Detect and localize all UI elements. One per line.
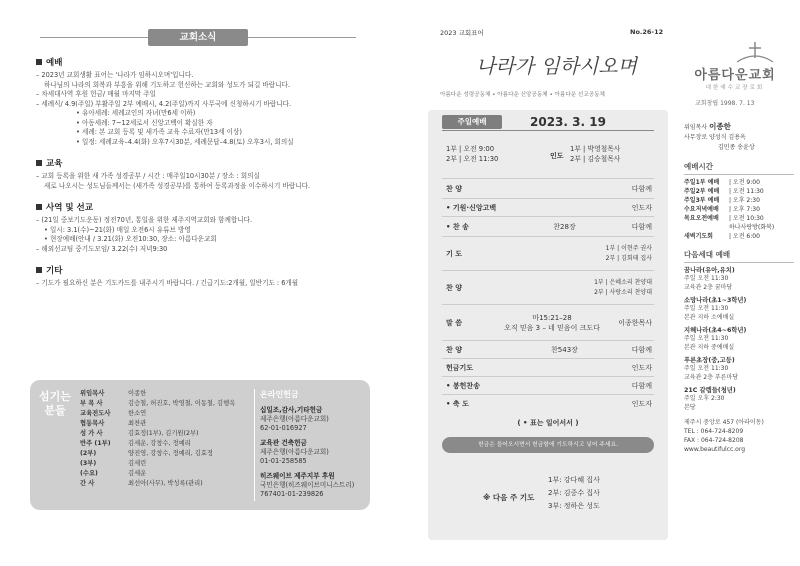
section-heading-text: 사역 및 선교	[46, 203, 93, 213]
staff-role: 반주 (1부)	[80, 440, 111, 447]
schedule-row	[684, 178, 794, 187]
order-role: 다함께	[631, 185, 652, 193]
service-time-1: 1부 | 오전 9:00	[446, 145, 495, 153]
contact-info	[684, 418, 794, 454]
next-gen-head: 다음세대 예배	[684, 249, 794, 263]
order-row	[442, 216, 654, 236]
schedule-time: | 오전 10:30	[729, 215, 764, 222]
office-line-2: 김민종 송윤상	[718, 144, 755, 151]
group-line: 주일 오전 11:30	[684, 365, 729, 372]
schedule-row	[684, 232, 794, 241]
news-line: • 세례: 본 교회 등록 및 새가족 교육 수료자(만13세 이상)	[76, 128, 242, 136]
order-item: 말 씀	[446, 319, 462, 327]
order-sermon	[502, 313, 602, 333]
group-name: 21C 갈렙들(청년)	[684, 387, 736, 394]
group-line: 교육관 2층 꿈마당	[684, 283, 733, 291]
order-item: 기 도	[446, 250, 462, 258]
account-heading: 히즈웨이브 제주지부 후원	[260, 472, 335, 480]
next-prayer-label: ※ 다음 주 기도	[483, 493, 535, 502]
contact-line: FAX : 064-724-8208	[684, 437, 744, 444]
pastor-name: 이종한	[709, 122, 731, 131]
order-role: 인도자	[631, 364, 652, 372]
account-line: 62-01-016927	[260, 424, 307, 432]
order-item: • 봉헌찬송	[446, 382, 480, 390]
pastor-line	[684, 122, 794, 133]
leader-2: 2부 | 김승철목사	[570, 155, 621, 163]
order-row	[442, 376, 654, 394]
news-line: – 2023년 교회생활 표어는 '나라가 임하시오며'입니다.	[36, 71, 194, 79]
staff-row	[80, 389, 254, 399]
staff-names: 한소연	[128, 410, 147, 417]
group-line: 주일 오전 11:30	[684, 335, 729, 342]
order-of-service	[442, 178, 654, 428]
staff-names: 김세린	[128, 460, 147, 467]
issue-number: No.26-12	[630, 28, 664, 36]
order-roles	[606, 244, 652, 264]
founded-date: 교회창립 1998. 7. 13	[695, 100, 755, 107]
schedule-list	[684, 178, 794, 241]
schedule-row	[684, 223, 794, 232]
stand-note: ( • 표는 일어서서 )	[517, 419, 579, 427]
next-prayer-2: 2부: 김중수 집사	[548, 489, 600, 497]
account-heading: 교육관 건축헌금	[260, 439, 307, 447]
section-heading-text: 예배	[46, 58, 63, 68]
next-gen-group	[684, 356, 794, 382]
section-heading	[36, 157, 378, 169]
order-row	[442, 394, 654, 412]
account	[260, 472, 365, 499]
staff-role: (3부)	[80, 460, 97, 467]
order-item: • 찬 송	[446, 223, 469, 231]
order-role: 인도자	[631, 400, 652, 408]
schedule-time: | 오후 7:30	[729, 206, 760, 213]
schedule-time: 하나사랑방(화북)	[729, 224, 775, 231]
account-line: 01-01-258585	[260, 457, 307, 465]
section-heading-text: 교육	[46, 159, 63, 169]
theme-text: 나라가 임하시오며	[476, 54, 637, 78]
staff-names: 이종한	[128, 390, 147, 397]
schedule-time: | 오후 2:30	[729, 197, 760, 204]
news-section	[36, 56, 378, 147]
square-bullet-icon	[36, 204, 42, 210]
cross-icon	[735, 40, 775, 64]
news-line: – (21일 중보기도운동) 정전70년, 통일을 위한 제주지역교회와 함께합니다.	[36, 216, 253, 224]
bulletin-label: 2023 교회표어	[440, 29, 484, 37]
group-name: 소망나라(초1~3학년)	[684, 297, 747, 304]
staff-names: 최선아(사무), 박성록(관리)	[128, 480, 203, 487]
schedule-name: 주일3부 예배	[684, 197, 720, 204]
schedule-row	[684, 187, 794, 196]
order-item: • 기원·신앙고백	[446, 204, 497, 212]
online-title: 온라인헌금	[260, 390, 299, 399]
order-detail: 찬28장	[553, 223, 576, 231]
square-bullet-icon	[36, 59, 42, 65]
staff-row	[80, 479, 254, 489]
section-heading	[36, 264, 378, 276]
schedule-name: 새벽기도회	[684, 233, 713, 240]
order-roles	[594, 278, 652, 298]
next-gen-group	[684, 386, 794, 412]
staff-names: 양진영, 강창수, 정예리, 김효정	[128, 450, 214, 457]
order-role-line: 2부 | 사랑소리 찬양대	[594, 289, 652, 296]
schedule-name: 목요오전예배	[684, 215, 719, 222]
schedule-head: 예배시간	[684, 161, 794, 175]
group-line: 본당	[684, 403, 696, 411]
order-role-line: 1부 | 은혜소리 찬양대	[594, 279, 652, 286]
pastor-role: 위임목사	[684, 124, 708, 131]
account-heading: 십일조,감사,기타헌금	[260, 406, 323, 414]
next-prayer-1: 1부: 강다혜 집사	[548, 476, 600, 484]
staff-row	[80, 419, 254, 429]
account-line: 제주은행(아름다운교회)	[260, 415, 329, 423]
account	[260, 439, 365, 466]
square-bullet-icon	[36, 267, 42, 273]
news-line: 하나님의 나라의 회복과 부흥을 위해 기도하고 헌신하는 교회와 성도가 되길 바랍니다.	[44, 80, 290, 89]
sermon-line: 마15:21–28	[532, 314, 572, 322]
staff-names: 김승철, 허진호, 박영철, 이동철, 김행옥	[128, 400, 236, 407]
group-line: 주일 오후 2:30	[684, 395, 725, 402]
staff-tag-line1: 섬기는	[39, 390, 71, 403]
account-line: 제주은행(아름다운교회)	[260, 448, 329, 456]
order-role: 이종한목사	[618, 319, 652, 327]
news-line: – 기도가 필요하신 분은 기도카드를 내주시기 바랍니다. / 긴급기도:2개월, 일반기도 : 6개월	[36, 279, 299, 287]
sermon-line: 오직 믿음 3 – 네 믿음이 크도다	[504, 324, 600, 332]
next-gen-group	[684, 266, 794, 292]
news-line: – 차세대사역 후원 헌금/ 매월 마지막 주일	[36, 90, 157, 98]
staff-names: 김세운, 강창수, 정예리	[128, 440, 191, 447]
offering-banner: 헌금은 들어오시면서 헌금함에 기도하시고 넣어 주세요.	[442, 437, 654, 453]
news-line: • 일정: 세례교육–4.4(화) 오후7시30분, 세례문답–4.8(토) 오후3시, 회의실	[76, 137, 294, 146]
order-row	[442, 340, 654, 358]
subtitle: 아름다운 성령공동체 • 아름다운 신앙공동체 • 아름다운 선교공동체	[440, 92, 605, 98]
staff-role: 성 가 사	[80, 430, 103, 437]
leader-1: 1부 | 박영철목사	[570, 145, 621, 153]
next-gen-group	[684, 296, 794, 322]
contact-line: www.beautifulcc.org	[684, 446, 746, 453]
section-heading	[36, 201, 378, 213]
church-name: 아름다운교회	[694, 68, 776, 83]
order-row	[442, 270, 654, 304]
group-line: 주일 오전 11:30	[684, 275, 729, 282]
group-line: 주일 오전 11:30	[684, 305, 729, 312]
schedule-time: | 오전 9:00	[729, 179, 760, 186]
news-line: • 일시: 3.1(수)~21(화) 매일 오전6시 유튜브 방영	[44, 225, 191, 234]
staff-role: (2부)	[80, 450, 97, 457]
theme-calligraphy	[470, 46, 650, 86]
group-line: 본관 지하 소예배실	[684, 313, 735, 321]
order-row	[442, 198, 654, 216]
staff-role: 부 목 사	[80, 400, 103, 407]
office-role: 사무장로	[684, 134, 708, 141]
order-role: 다함께	[631, 223, 652, 231]
staff-role: 간 사	[80, 480, 95, 487]
schedule-name: 주일2부 예배	[684, 188, 720, 195]
schedule-row	[684, 196, 794, 205]
order-row	[442, 358, 654, 376]
leader-label: 인도	[550, 152, 564, 160]
order-role: 다함께	[631, 346, 652, 354]
order-item: 찬 양	[446, 185, 462, 193]
staff-role: 위임목사	[80, 390, 105, 397]
staff-names: 최찬관	[128, 420, 147, 427]
contact-line: TEL : 064-724-8209	[684, 428, 744, 435]
staff-role: (수요)	[80, 470, 98, 477]
group-name: 푸른초장(중,고등)	[684, 357, 735, 364]
order-role-line: 1부 | 이현주 권사	[605, 245, 652, 252]
next-gen-group	[684, 326, 794, 352]
schedule-name: 수요저녁예배	[684, 206, 719, 213]
order-row	[442, 236, 654, 270]
staff-row	[80, 399, 254, 409]
staff-names: 김효정(1부), 김기원(2부)	[128, 430, 199, 437]
staff-row	[80, 429, 254, 439]
account-line: 국민은행(히즈웨이브미니스트리)	[260, 481, 355, 489]
account-line: 767401-01-239826	[260, 490, 324, 498]
schedule-row	[684, 205, 794, 214]
right-page	[400, 0, 800, 566]
leaders	[570, 144, 620, 164]
office-names: 양성식 김용옥	[709, 134, 746, 141]
staff-row	[80, 439, 254, 449]
service-time-2: 2부 | 오전 11:30	[446, 155, 499, 163]
side-column	[684, 122, 794, 454]
schedule-time: | 오전 11:30	[729, 188, 764, 195]
staff-row	[80, 459, 254, 469]
news-sections	[36, 56, 378, 299]
staff-names: 김세운	[128, 470, 147, 477]
staff-role: 교육전도사	[80, 410, 111, 417]
next-prayer-list	[548, 474, 600, 513]
news-line: – 세례식/ 4.9(주일) 부활주일 2부 예배시, 4.2(주일)까지 사무국에 신청하시기 바랍니다.	[36, 99, 292, 108]
worship-date: 2023. 3. 19	[530, 115, 606, 129]
news-line: • 현장예배(안내 / 3.21(화) 오전10:30, 장소: 아름다운교회	[44, 235, 217, 243]
worship-order-panel	[428, 110, 668, 540]
schedule-name: 주일1부 예배	[684, 179, 720, 186]
staff-row	[80, 469, 254, 479]
divider	[442, 130, 654, 131]
order-detail: 찬543장	[551, 346, 578, 354]
staff-list	[80, 389, 255, 501]
online-offering	[260, 389, 365, 505]
group-line: 교육관 2층 푸른마당	[684, 373, 739, 381]
news-section	[36, 264, 378, 289]
order-item: 헌금기도	[446, 364, 474, 372]
order-item: 찬 양	[446, 346, 462, 354]
news-section	[36, 157, 378, 191]
church-denomination: 대한예수교장로회	[705, 85, 765, 91]
schedule-row	[684, 214, 794, 223]
next-prayer-3: 3부: 정하은 성도	[548, 502, 600, 510]
staff-row	[80, 449, 254, 459]
staff-role: 협동목사	[80, 420, 105, 427]
order-row	[442, 304, 654, 340]
group-name: 꿈나라(유아,유치)	[684, 267, 735, 274]
schedule-time: | 오전 6:00	[729, 233, 760, 240]
square-bullet-icon	[36, 160, 42, 166]
order-item: • 축 도	[446, 400, 469, 408]
order-role-line: 2부 | 김회태 집사	[605, 255, 652, 262]
group-name: 지혜나라(초4~6학년)	[684, 327, 747, 334]
order-role: 인도자	[631, 204, 652, 212]
news-section	[36, 201, 378, 254]
office-line	[684, 133, 794, 143]
staff-tag	[38, 390, 72, 418]
section-heading	[36, 56, 378, 68]
contact-line: 제주시 중앙로 457 (아라이동)	[684, 419, 764, 426]
next-gen-list	[684, 266, 794, 412]
order-row	[442, 178, 654, 198]
order-item: 찬 양	[446, 284, 462, 292]
accounts-list	[260, 406, 365, 499]
news-title: 교회소식	[148, 29, 248, 46]
news-line: • 유아세례: 세례교인의 자녀(만6세 이하)	[76, 109, 196, 117]
news-line: • 아동세례: 7~12세로서 신앙고백이 확실한 자	[76, 118, 213, 127]
group-line: 본관 지하 중예배실	[684, 343, 735, 351]
section-heading-text: 기타	[46, 266, 63, 276]
staff-tag-line2: 분들	[44, 404, 66, 417]
account	[260, 406, 365, 433]
worship-head: 주일예배	[442, 115, 502, 129]
staff-panel	[30, 380, 370, 510]
news-line: – 해외선교팀 중기도모임/ 3.22(수) 저녁9:30	[36, 244, 168, 253]
staff-row	[80, 409, 254, 419]
news-line: – 교회 등록을 위한 새 가족 성경공부 / 시간 : 매주일10시30분 / 장소 : 회의실	[36, 172, 260, 180]
news-line: 새로 나오시는 성도님들께서는 (새가족 성경공부)를 통하여 등록과정을 이수하시기 바랍니다.	[44, 181, 311, 190]
order-role: 다함께	[631, 382, 652, 390]
